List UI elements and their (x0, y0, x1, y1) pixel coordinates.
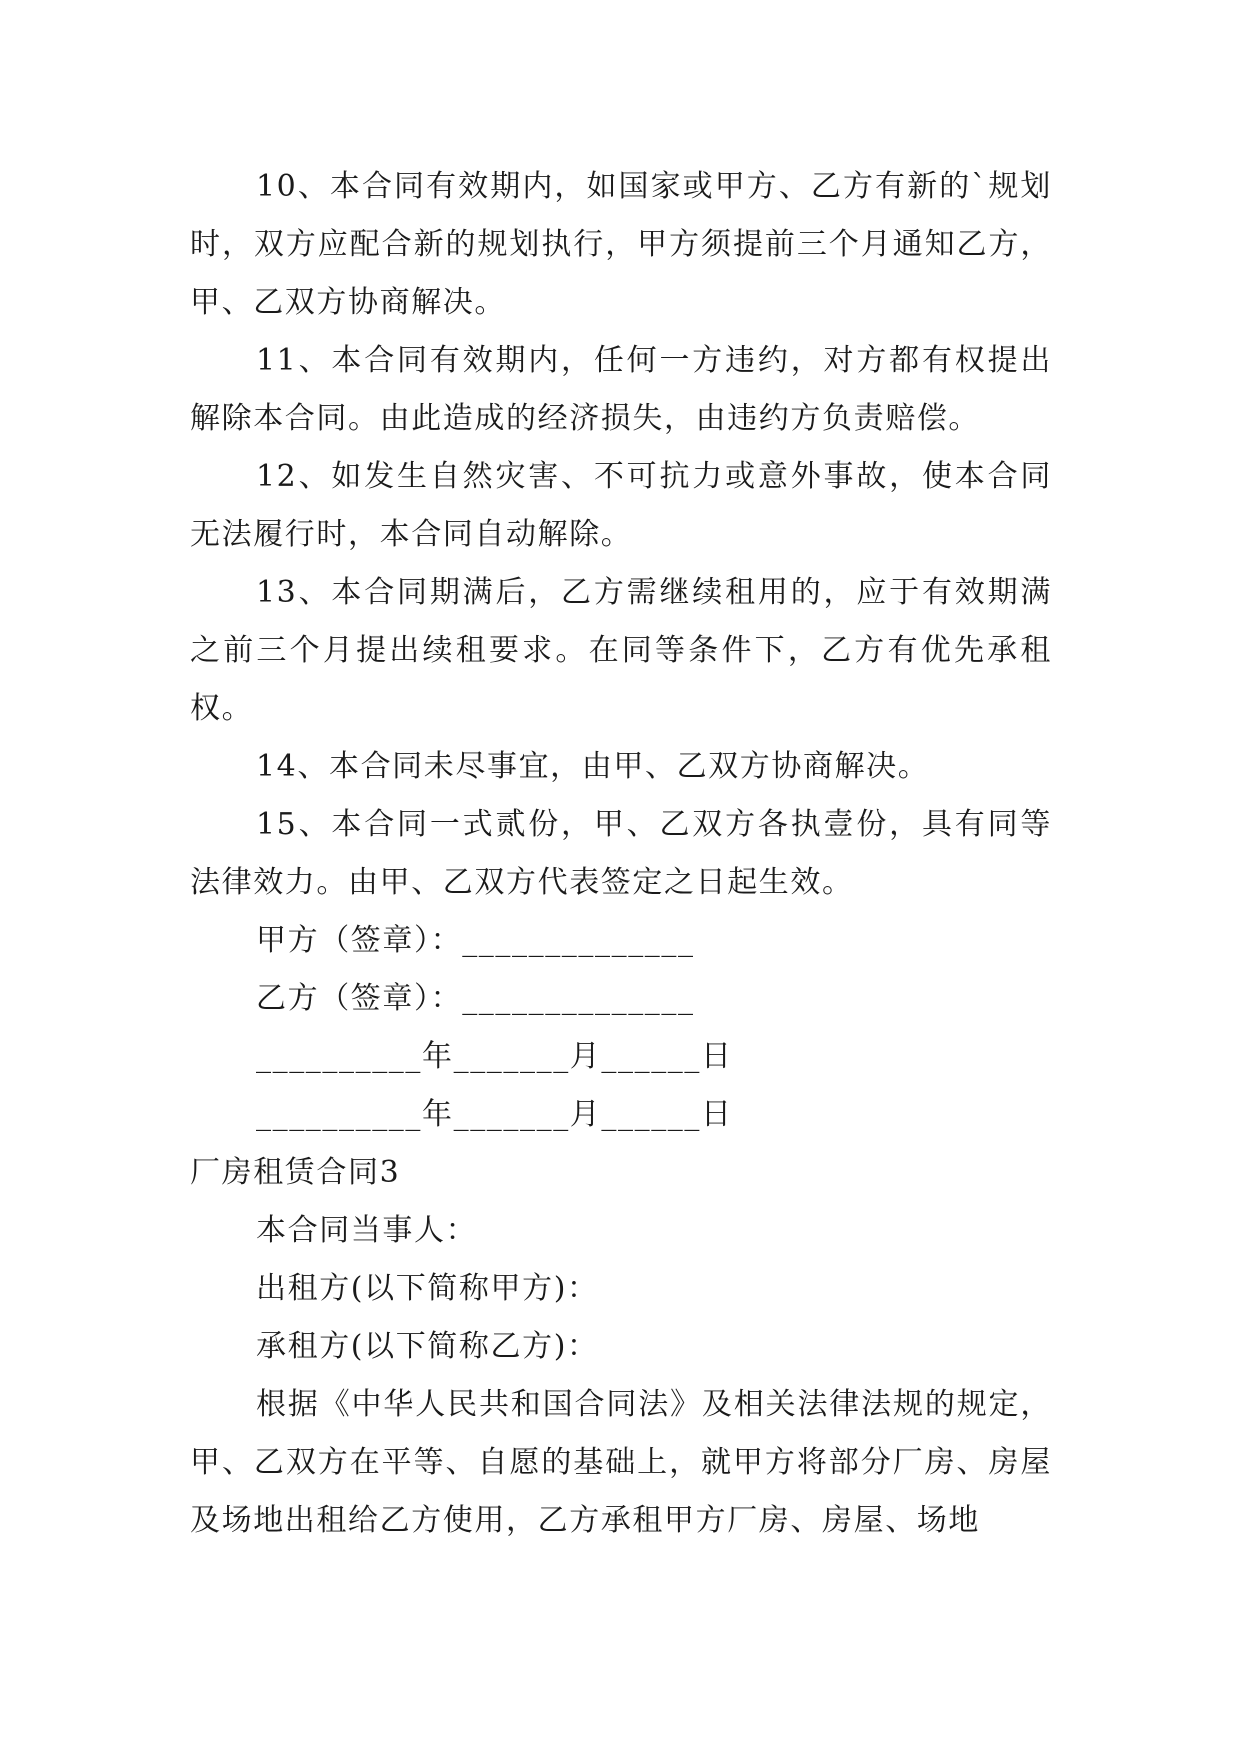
clause-13: 13、本合同期满后，乙方需继续租用的，应于有效期满之前三个月提出续租要求。在同等条件下，乙方有优先承租权。 (190, 575, 1052, 726)
signature-date-1: __________年_______月______日 (256, 1039, 733, 1074)
clause-14: 14、本合同未尽事宜，由甲、乙双方协商解决。 (256, 749, 930, 784)
parties-intro: 本合同当事人： (256, 1213, 478, 1248)
section-title: 厂房租赁合同3 (190, 1155, 401, 1190)
clause-11: 11、本合同有效期内，任何一方违约，对方都有权提出解除本合同。由此造成的经济损失，由违约方负责赔偿。 (190, 343, 1052, 436)
lessor-line: 出租方(以下简称甲方)： (256, 1271, 599, 1306)
document-page (190, 158, 1052, 1550)
lessee-line: 承租方(以下简称乙方)： (256, 1329, 599, 1364)
preamble-paragraph: 根据《中华人民共和国合同法》及相关法律法规的规定，甲、乙双方在平等、自愿的基础上，就甲方将部分厂房、房屋及场地出租给乙方使用，乙方承租甲方厂房、房屋、场地 (190, 1387, 1052, 1538)
clause-12: 12、如发生自然灾害、不可抗力或意外事故，使本合同无法履行时，本合同自动解除。 (190, 459, 1052, 552)
clause-10: 10、本合同有效期内，如国家或甲方、乙方有新的`规划时，双方应配合新的规划执行，甲方须提前三个月通知乙方，甲、乙双方协商解决。 (190, 169, 1052, 320)
signature-date-2: __________年_______月______日 (256, 1097, 733, 1132)
party-a-signature: 甲方（签章）：______________ (256, 923, 695, 958)
party-b-signature: 乙方（签章）：______________ (256, 981, 695, 1016)
clause-15: 15、本合同一式贰份，甲、乙双方各执壹份，具有同等法律效力。由甲、乙双方代表签定之日起生效。 (190, 807, 1052, 900)
